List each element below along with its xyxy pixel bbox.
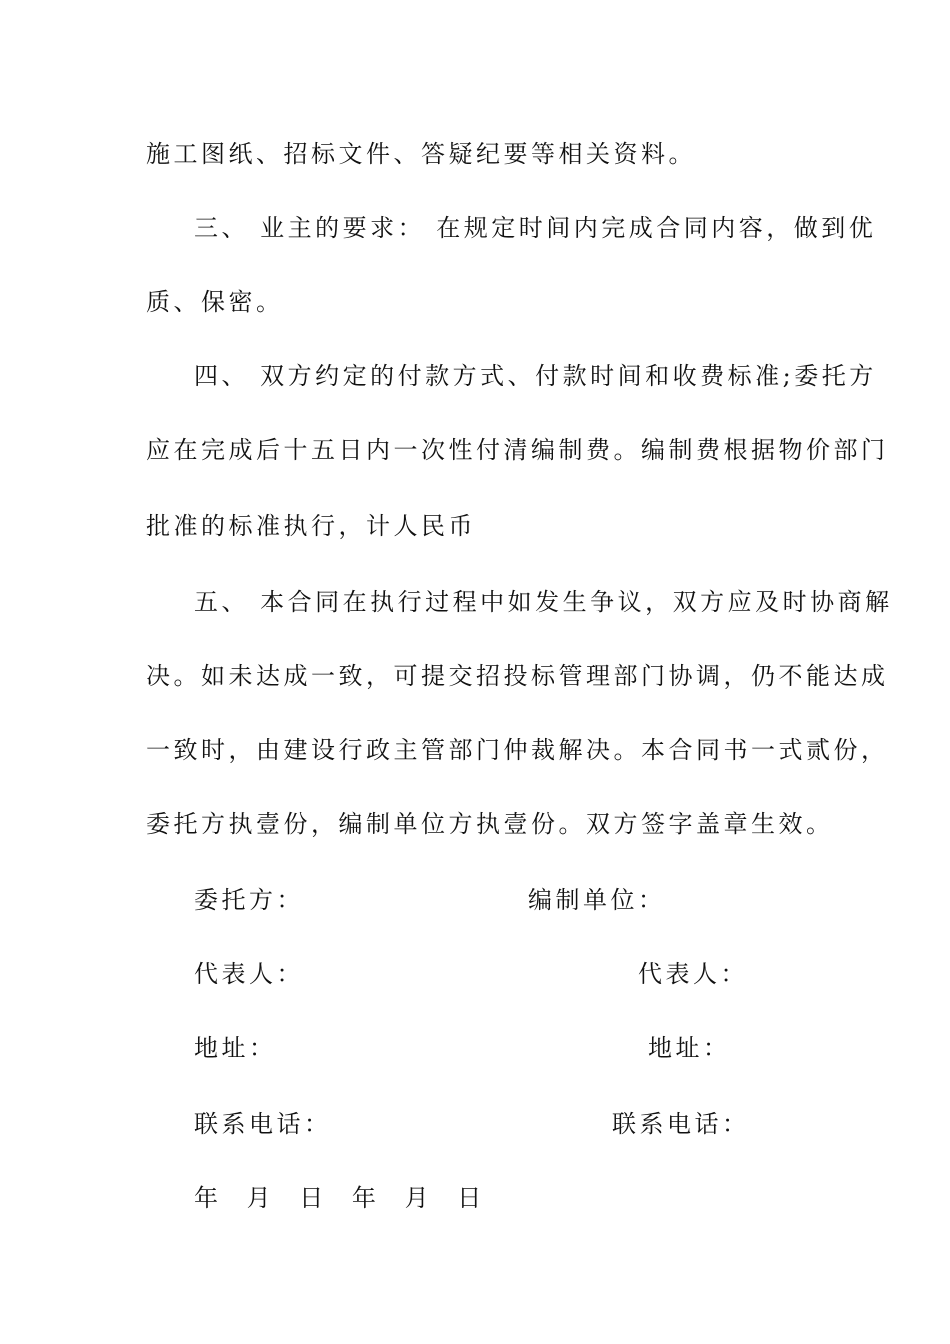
paragraph-line: 施工图纸、招标文件、答疑纪要等相关资料。 xyxy=(146,140,696,168)
clause-five-line: 一致时，由建设行政主管部门仲裁解决。本合同书一式贰份， xyxy=(146,736,889,764)
client-address-label: 地址： xyxy=(194,1034,277,1062)
signing-date-line xyxy=(194,1180,499,1216)
date-day-label: 日 xyxy=(299,1184,327,1212)
clause-four-line: 批准的标准执行，计人民币 xyxy=(146,512,476,540)
date-month-label: 月 xyxy=(404,1184,433,1212)
clause-four-line: 应在完成后十五日内一次性付清编制费。编制费根据物价部门 xyxy=(146,436,889,464)
clause-three-line: 三、 业主的要求： 在规定时间内完成合同内容，做到优 xyxy=(194,214,877,242)
clause-five-line: 五、 本合同在执行过程中如发生争议，双方应及时协商解 xyxy=(194,588,893,616)
client-party-label: 委托方： xyxy=(194,886,304,914)
clause-three-line: 质、保密。 xyxy=(146,288,284,316)
compiler-party-label: 编制单位： xyxy=(528,886,666,914)
date-year-label: 年 xyxy=(194,1184,222,1212)
clause-four-line: 四、 双方约定的付款方式、付款时间和收费标准;委托方 xyxy=(194,362,877,390)
compiler-address-label: 地址： xyxy=(648,1034,731,1062)
clause-five-line: 决。如未达成一致，可提交招投标管理部门协调，仍不能达成 xyxy=(146,662,889,690)
client-phone-label: 联系电话： xyxy=(194,1110,332,1138)
date-month-label: 月 xyxy=(246,1184,275,1212)
date-year-label: 年 xyxy=(351,1184,380,1212)
compiler-representative-label: 代表人： xyxy=(638,960,748,988)
client-representative-label: 代表人： xyxy=(194,960,304,988)
compiler-phone-label: 联系电话： xyxy=(612,1110,750,1138)
clause-five-line: 委托方执壹份，编制单位方执壹份。双方签字盖章生效。 xyxy=(146,810,834,838)
date-day-label: 日 xyxy=(457,1184,485,1212)
